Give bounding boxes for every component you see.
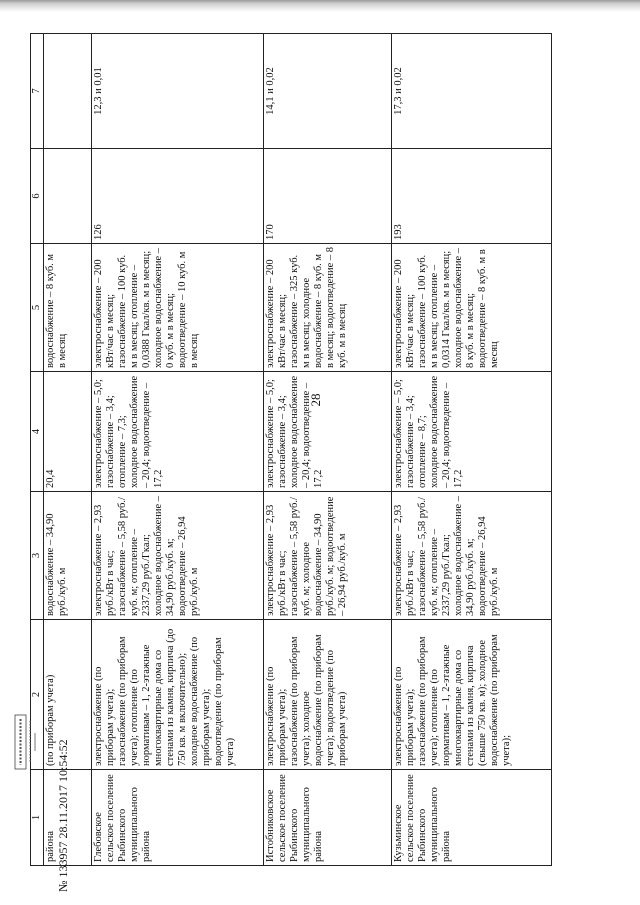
table-cell: электроснабжение – 200 кВт/час в месяц; газоснабжение – 100 куб. м в месяц; отопление – 0,0388 Гкал/кв. м в месяц; холодное водоснабжение – 0 куб. м в месяц; водоотведение – 10 куб. м в месяц bbox=[92, 244, 264, 372]
header-cell: 5 bbox=[31, 244, 44, 372]
table-row bbox=[92, 34, 264, 866]
table-cell: 20,4 bbox=[44, 372, 92, 492]
page-number: 28 bbox=[308, 393, 323, 407]
table-cell: Глебовское сельское поселение Рыбинского муниципального района bbox=[92, 770, 264, 866]
header-cell: 4 bbox=[31, 372, 44, 492]
header-cell: 1 bbox=[31, 770, 44, 866]
rotated-table-area bbox=[30, 34, 590, 866]
table-cell: электроснабжение – 5,0; газоснабжение – 3,4; отопление – 8,7; холодное водоснабжение – 20,4; водоотведение – 17,2 bbox=[392, 372, 552, 492]
header-cell: 7 bbox=[31, 34, 44, 149]
table-cell: электроснабжение – 2,93 руб./кВт в час; газоснабжение – 5,58 руб./куб. м; отопление – 2337,29 руб./Гкал; холодное водоснабжение – 34,90 руб./куб. м; водоотведение – 26,94 руб./куб. м bbox=[392, 492, 552, 620]
table-cell: 14,1 и 0,02 bbox=[264, 34, 392, 149]
table-cell bbox=[44, 149, 92, 244]
table-cell: электроснабжение – 200 кВт/час в месяц; газоснабжение – 100 куб. м в месяц; отопление – 0,0314 Гкал/кв. м в месяц; холодное водоснабжение – 8 куб. м в месяц; водоотведение – 8 куб. м в месяц bbox=[392, 244, 552, 372]
table-cell: электроснабжение – 5,0; газоснабжение – 3,4; отопление – 7,3; холодное водоснабжение – 20,4; водоотведение –17,2 bbox=[92, 372, 264, 492]
registration-stamp bbox=[13, 713, 41, 771]
table-cell: электроснабжение – 5,0; газоснабжение – 3,4; холодное водоснабжение – 20,4; водоотведение – 17,2 bbox=[264, 372, 392, 492]
table-cell: 126 bbox=[92, 149, 264, 244]
table-cell: электроснабжение – 200 кВт/час в месяц; газоснабжение – 325 куб. м в месяц; холодное водоснабжение – 8 куб. м в месяц; водоотведение – 8 куб. м в месяц bbox=[264, 244, 392, 372]
tariff-table bbox=[30, 33, 552, 866]
table-cell: электроснабжение – 2,93 руб./кВт в час; газоснабжение – 5,58 руб./куб. м; холодное водоснабжение – 34,90 руб./куб. м; водоотведение – 26,94 руб./куб. м bbox=[264, 492, 392, 620]
table-cell: Кузьминское сельское поселение Рыбинского муниципального района bbox=[392, 770, 552, 866]
table-cell: электроснабжение (по приборам учета); газоснабжение (по приборам учета); холодное водоснабжение (по приборам учета); водоотведение (по приборам учета) bbox=[264, 620, 392, 770]
table-cell: 12,3 и 0,01 bbox=[92, 34, 264, 149]
header-cell: 6 bbox=[31, 149, 44, 244]
scan-edge bbox=[0, 0, 640, 12]
table-cell: района bbox=[44, 770, 92, 866]
table-row bbox=[264, 34, 392, 866]
table-cell: 17,3 и 0,02 bbox=[392, 34, 552, 149]
table-cell: водоснабжение – 34,90 руб./куб. м bbox=[44, 492, 92, 620]
table-row bbox=[392, 34, 552, 866]
table-cell: 193 bbox=[392, 149, 552, 244]
table-cell: Истобниковское сельское поселение Рыбинского муниципального района bbox=[264, 770, 392, 866]
header-cell: 3 bbox=[31, 492, 44, 620]
header-cell: 2 bbox=[31, 620, 44, 770]
table-cell: водоснабжение – 8 куб. м в месяц bbox=[44, 244, 92, 372]
document-footer: № 133957 28.11.2017 10:54:52 bbox=[56, 739, 70, 892]
table-cell: 170 bbox=[264, 149, 392, 244]
table-cell: электроснабжение – 2,93 руб./кВт в час; газоснабжение – 5,58 руб./куб. м; отопление – 2337,29 руб./Гкал; холодное водоснабжение – 34,90 руб./куб. м; водоотведение – 26,94 руб./куб. м bbox=[92, 492, 264, 620]
table-cell: электроснабжение (по приборам учета); газоснабжение (по приборам учета); отопление (по нормативам – 1, 2-этажные многоквартирные дома со стенами из камня, кирпича (свыше 750 кв. м); холодное водоснабжение (по приборам учета); bbox=[392, 620, 552, 770]
table-cell bbox=[44, 34, 92, 149]
table-cell: электроснабжение (по приборам учета); газоснабжение (по приборам учета); отопление (по нормативам – 1, 2-этажные многоквартирные дома со стенами из камня, кирпича (до 750 кв. м включительно); холодное водоснабжение (по приборам учета); водоотведение (по приборам учета) bbox=[92, 620, 264, 770]
table-cell: (по приборам учета) bbox=[44, 620, 92, 770]
